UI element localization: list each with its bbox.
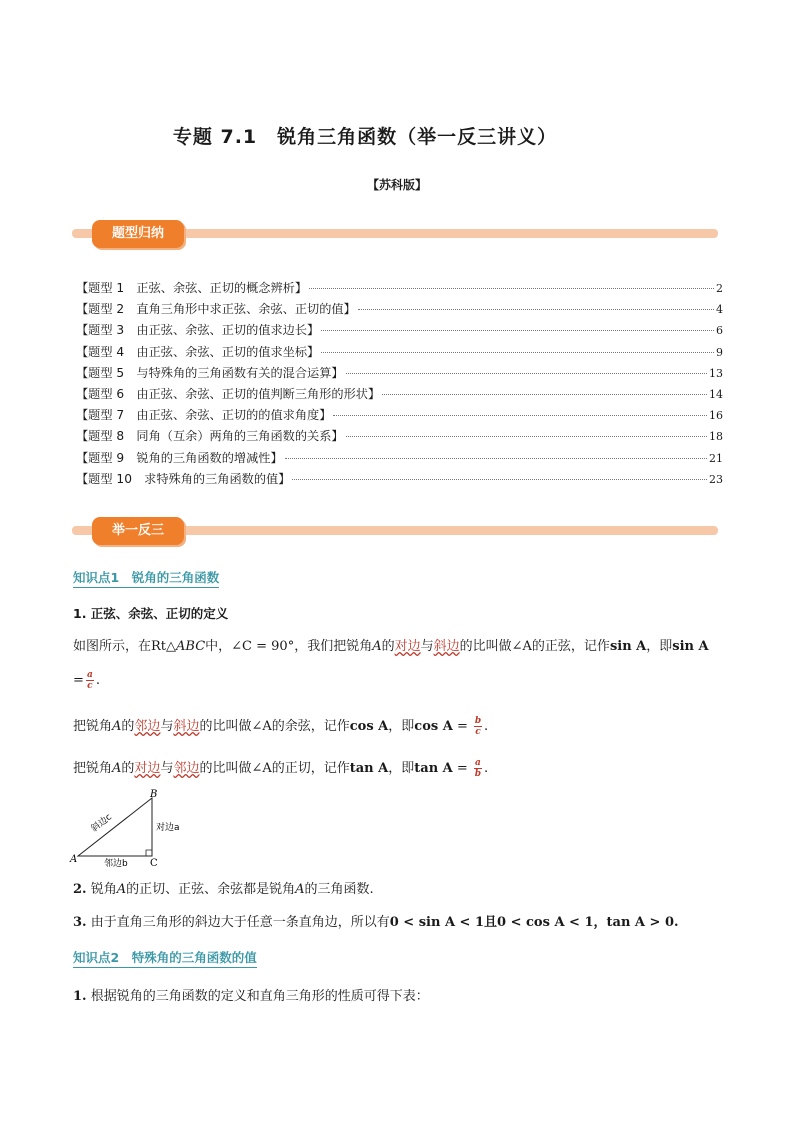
item-number: 3.	[73, 915, 87, 930]
toc-entry-page: 13	[709, 366, 723, 380]
definition-subheading: 1. 正弦、余弦、正切的定义	[73, 606, 229, 621]
item-2-line	[73, 878, 374, 897]
vertex-label-a: A	[70, 854, 78, 865]
text: 的	[381, 639, 395, 654]
denominator: b	[474, 769, 482, 779]
item-3-line	[73, 911, 679, 930]
sin-notation: sin A	[609, 639, 647, 654]
text: .	[484, 719, 489, 734]
term-adjacent: 邻边	[173, 761, 200, 776]
right-angle-mark	[146, 850, 152, 856]
sine-definition-line	[73, 635, 709, 654]
fraction-b-over-c	[474, 716, 482, 737]
toc-entry-label: 【题型 3 由正弦、余弦、正切的值求边长】	[76, 323, 320, 338]
text: ABC	[176, 639, 206, 654]
sine-formula	[73, 670, 100, 691]
kp2-item-1-line	[73, 985, 429, 1004]
toc-leader-dots	[346, 373, 707, 374]
side-label-adjacent: 邻边b	[104, 859, 128, 868]
item-number: 2.	[73, 882, 87, 897]
text: 的比叫做∠A的正弦，记作	[459, 639, 610, 654]
toc-entry-label: 【题型 6 由正弦、余弦、正切的值判断三角形的形状】	[76, 387, 381, 401]
term-opposite: 对边	[394, 639, 421, 654]
toc-entry-label: 【题型 4 由正弦、余弦、正切的值求坐标】	[76, 344, 320, 359]
text: A	[116, 882, 127, 897]
text: 的比叫做∠A的正切，记作	[199, 761, 350, 776]
toc-entry[interactable]	[76, 406, 723, 427]
text: ，即	[646, 639, 673, 654]
text: 锐角	[86, 882, 117, 897]
toc-entry-page: 4	[716, 303, 723, 317]
toc-entry-page: 14	[709, 388, 723, 401]
tan-notation: tan A	[414, 761, 453, 776]
toc-entry-label: 【题型 2 直角三角形中求正弦、余弦、正切的值】	[76, 302, 356, 317]
text: =	[73, 673, 84, 688]
toc-entry[interactable]	[76, 321, 723, 342]
toc-entry[interactable]	[76, 470, 723, 491]
text: A	[295, 882, 305, 897]
text: =	[452, 719, 472, 734]
text: 的	[121, 719, 135, 734]
cosine-definition-line	[73, 715, 488, 737]
term-adjacent: 邻边	[134, 719, 161, 734]
text: 的比叫做∠A的余弦，记作	[199, 719, 350, 734]
section-pill-summary: 题型归纳	[92, 220, 184, 248]
text: 与	[160, 761, 174, 776]
toc-entry[interactable]	[76, 343, 723, 364]
toc-leader-dots	[333, 415, 707, 416]
text: 如图所示，在Rt△	[73, 639, 177, 654]
toc-leader-dots	[292, 479, 707, 480]
cos-notation: cos A	[349, 719, 389, 734]
toc-entry[interactable]	[76, 300, 723, 321]
toc-entry[interactable]	[76, 364, 723, 385]
text: 的三角函数.	[304, 882, 374, 897]
knowledge-point-1-heading: 知识点1 锐角的三角函数	[73, 568, 219, 588]
text: 的正切、正弦、余弦都是锐角	[126, 882, 296, 897]
text: 把锐角	[73, 761, 113, 776]
tangent-definition-line	[73, 757, 488, 779]
text: 与	[420, 639, 434, 654]
toc-entry[interactable]	[76, 385, 723, 406]
toc-entry-page: 2	[716, 282, 723, 295]
toc-leader-dots	[309, 288, 714, 289]
toc-leader-dots	[346, 436, 707, 437]
text: ，即	[388, 719, 415, 734]
toc-entry-label: 【题型 5 与特殊角的三角函数有关的混合运算】	[76, 365, 344, 380]
denominator: c	[475, 727, 481, 737]
toc-entry-page: 16	[709, 409, 723, 423]
toc-entry-label: 【题型 7 由正弦、余弦、正切的的值求角度】	[76, 408, 332, 423]
toc-leader-dots	[285, 458, 707, 459]
toc-entry-label: 【题型 9 锐角的三角函数的增减性】	[76, 450, 283, 465]
toc-leader-dots	[321, 352, 714, 353]
inequality-math: 0 < sin A < 1且0 < cos A < 1，tan A > 0.	[389, 915, 679, 930]
right-triangle-figure	[66, 788, 206, 868]
numerator: b	[474, 716, 482, 726]
toc-entry-page: 18	[709, 430, 723, 444]
knowledge-point-2-heading: 知识点2 特殊角的三角函数的值	[73, 948, 257, 968]
toc-entry[interactable]	[76, 427, 723, 448]
vertex-label-b: B	[150, 789, 158, 800]
numerator: a	[475, 758, 481, 768]
fraction-a-over-c	[86, 670, 94, 691]
text: .	[95, 673, 101, 688]
toc-entry-page: 6	[716, 324, 723, 338]
text: A	[112, 761, 122, 776]
item-number: 1.	[73, 989, 87, 1004]
toc-leader-dots	[382, 394, 707, 395]
toc-entry-page: 23	[709, 472, 723, 486]
toc-entry-label: 【题型 10 求特殊角的三角函数的值】	[76, 471, 291, 486]
toc-entry[interactable]	[76, 449, 723, 470]
text: 的	[121, 761, 135, 776]
text: 把锐角	[73, 719, 113, 734]
toc-entry-page: 9	[716, 345, 723, 359]
text: ，即	[388, 761, 415, 776]
tan-notation: tan A	[349, 761, 389, 776]
section-pill-practice: 举一反三	[92, 517, 184, 545]
text: A	[112, 719, 122, 734]
toc-entry[interactable]	[76, 279, 723, 300]
text: =	[452, 761, 472, 776]
sin-notation: sin A	[672, 639, 709, 654]
text: 由于直角三角形的斜边大于任意一条直角边，所以有	[86, 915, 390, 930]
term-opposite: 对边	[134, 761, 161, 776]
term-hypotenuse: 斜边	[173, 719, 200, 734]
toc-entry-label: 【题型 1 正弦、余弦、正切的概念辨析】	[76, 281, 308, 295]
text: .	[483, 761, 489, 776]
text: 中，∠C = 90°，我们把锐角	[205, 639, 373, 654]
toc-entry-page: 21	[709, 451, 723, 465]
cos-notation: cos A	[414, 719, 453, 734]
text: 与	[160, 719, 174, 734]
denominator: c	[87, 681, 93, 691]
side-label-opposite: 对边a	[156, 823, 180, 833]
text: 根据锐角的三角函数的定义和直角三角形的性质可得下表：	[86, 989, 429, 1004]
term-hypotenuse: 斜边	[433, 639, 460, 654]
page-title: 专题 7.1 锐角三角函数（举一反三讲义）	[172, 126, 558, 148]
toc-leader-dots	[321, 330, 714, 331]
vertex-label-c: C	[150, 858, 158, 868]
side-label-hypotenuse: 斜边c	[89, 812, 114, 835]
numerator: a	[86, 670, 93, 680]
toc-entry-label: 【题型 8 同角（互余）两角的三角函数的关系】	[76, 429, 344, 444]
toc-leader-dots	[358, 309, 714, 310]
fraction-a-over-b	[474, 758, 482, 779]
text: A	[372, 639, 382, 654]
edition-label: 【苏科版】	[366, 178, 427, 192]
